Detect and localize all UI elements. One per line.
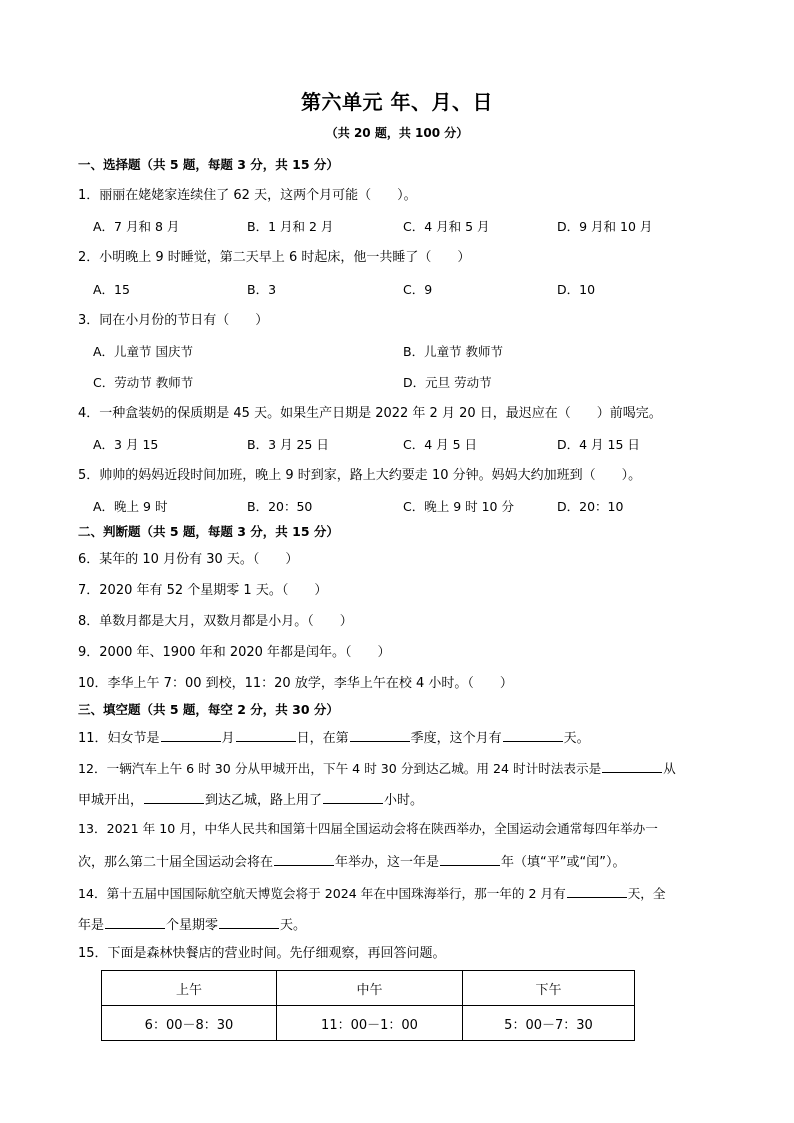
business-hours-table — [101, 970, 635, 1041]
table-header-cell: 上午 — [102, 971, 277, 1006]
section-heading-choice: 一、选择题（共 5 题，每题 3 分，共 15 分） — [78, 157, 339, 172]
question-15: 15．下面是森林快餐店的营业时间。先仔细观察，再回答问题。 — [78, 946, 446, 961]
q3-option-a: A．儿童节 国庆节 — [93, 344, 194, 359]
q14-text-5: 天。 — [280, 918, 307, 933]
q12-text-2: 从 — [663, 761, 676, 776]
table-cell: 6：00－8：30 — [102, 1006, 277, 1041]
answer-blank[interactable] — [144, 789, 204, 804]
q3-option-c: C．劳动节 教师节 — [93, 375, 194, 390]
q2-option-a: A．15 — [93, 282, 130, 297]
answer-blank[interactable] — [350, 727, 410, 742]
answer-blank[interactable] — [503, 727, 563, 742]
question-14-line-2 — [78, 914, 306, 935]
question-4: 4．一种盒装奶的保质期是 45 天。如果生产日期是 2022 年 2 月 20 日，最迟应在（ ）前喝完。 — [78, 406, 662, 421]
q11-text-3: 日，在第 — [296, 731, 349, 746]
question-9: 9．2000 年、1900 年和 2020 年都是闰年。（ ） — [78, 645, 391, 660]
question-11 — [78, 727, 590, 748]
q1-option-c: C．4 月和 5 月 — [403, 219, 490, 234]
q11-text-5: 天。 — [563, 731, 590, 746]
table-header-cell: 中午 — [277, 971, 463, 1006]
answer-blank[interactable] — [274, 851, 334, 866]
q12-text-4: 到达乙城，路上用了 — [205, 793, 323, 808]
q1-option-d: D．9 月和 10 月 — [557, 219, 653, 234]
q1-option-b: B．1 月和 2 月 — [247, 219, 334, 234]
table-row — [102, 1006, 635, 1041]
q13-text-3: 年（填“平”或“闰”）。 — [501, 855, 626, 870]
q3-option-d: D．元旦 劳动节 — [403, 375, 492, 390]
answer-blank[interactable] — [567, 883, 627, 898]
q14-text-4: 个星期零 — [166, 918, 219, 933]
q1-option-a: A．7 月和 8 月 — [93, 219, 180, 234]
answer-blank[interactable] — [161, 727, 221, 742]
q4-option-b: B．3 月 25 日 — [247, 437, 329, 452]
answer-blank[interactable] — [105, 914, 165, 929]
q11-text-1: 11．妇女节是 — [78, 731, 160, 746]
section-heading-judge: 二、判断题（共 5 题，每题 3 分，共 15 分） — [78, 524, 339, 539]
table-cell: 5：00－7：30 — [463, 1006, 635, 1041]
q11-text-2: 月 — [221, 731, 235, 746]
question-12-line-2 — [78, 789, 423, 810]
q2-option-c: C．9 — [403, 282, 433, 297]
answer-blank[interactable] — [602, 758, 662, 773]
q12-text-5: 小时。 — [384, 793, 424, 808]
q2-option-b: B．3 — [247, 282, 277, 297]
page-title: 第六单元 年、月、日 — [301, 90, 493, 114]
q13-text-1: 次，那么第二十届全国运动会将在 — [78, 855, 274, 870]
answer-blank[interactable] — [219, 914, 279, 929]
q5-option-d: D．20：10 — [557, 499, 624, 514]
q3-option-b: B．儿童节 教师节 — [403, 344, 504, 359]
section-heading-fill: 三、填空题（共 5 题，每空 2 分，共 30 分） — [78, 702, 339, 717]
q4-option-a: A．3 月 15 — [93, 437, 159, 452]
q4-option-c: C．4 月 5 日 — [403, 437, 478, 452]
q12-text-1: 12．一辆汽车上午 6 时 30 分从甲城开出，下午 4 时 30 分到达乙城。用 24 时计时法表示是 — [78, 761, 602, 776]
question-7: 7．2020 年有 52 个星期零 1 天。（ ） — [78, 583, 328, 598]
question-5: 5．帅帅的妈妈近段时间加班，晚上 9 时到家，路上大约要走 10 分钟。妈妈大约加班到（ ）。 — [78, 468, 642, 483]
q12-text-3: 甲城开出， — [78, 793, 144, 808]
question-13-line-2 — [78, 851, 625, 872]
q13-text-2: 年举办，这一年是 — [335, 855, 440, 870]
q5-option-a: A．晚上 9 时 — [93, 499, 168, 514]
question-12-line-1 — [78, 758, 676, 778]
q4-option-d: D．4 月 15 日 — [557, 437, 640, 452]
table-header-row — [102, 971, 635, 1006]
q5-option-c: C．晚上 9 时 10 分 — [403, 499, 514, 514]
question-13-line-1: 13．2021 年 10 月，中华人民共和国第十四届全国运动会将在陕西举办，全国运动会通常每四年举办一 — [78, 821, 658, 836]
q11-text-4: 季度，这个月有 — [410, 731, 502, 746]
question-10: 10．李华上午 7：00 到校，11：20 放学，李华上午在校 4 小时。（ ） — [78, 676, 513, 691]
answer-blank[interactable] — [323, 789, 383, 804]
answer-blank[interactable] — [440, 851, 500, 866]
question-6: 6．某年的 10 月份有 30 天。（ ） — [78, 552, 299, 567]
question-3: 3．同在小月份的节日有（ ） — [78, 313, 269, 328]
table-cell: 11：00－1：00 — [277, 1006, 463, 1041]
q14-text-1: 14．第十五届中国国际航空航天博览会将于 2024 年在中国珠海举行，那一年的 2 月有 — [78, 886, 566, 901]
q14-text-2: 天，全 — [627, 886, 666, 901]
question-2: 2．小明晚上 9 时睡觉，第二天早上 6 时起床，他一共睡了（ ） — [78, 250, 471, 265]
page-subtitle: （共 20 题，共 100 分） — [325, 126, 469, 140]
q14-text-3: 年是 — [78, 918, 105, 933]
q2-option-d: D．10 — [557, 282, 596, 297]
table-header-cell: 下午 — [463, 971, 635, 1006]
question-1: 1．丽丽在姥姥家连续住了 62 天，这两个月可能（ ）。 — [78, 188, 417, 203]
question-8: 8．单数月都是大月，双数月都是小月。（ ） — [78, 614, 353, 629]
q5-option-b: B．20：50 — [247, 499, 313, 514]
answer-blank[interactable] — [236, 727, 296, 742]
question-14-line-1 — [78, 883, 665, 903]
